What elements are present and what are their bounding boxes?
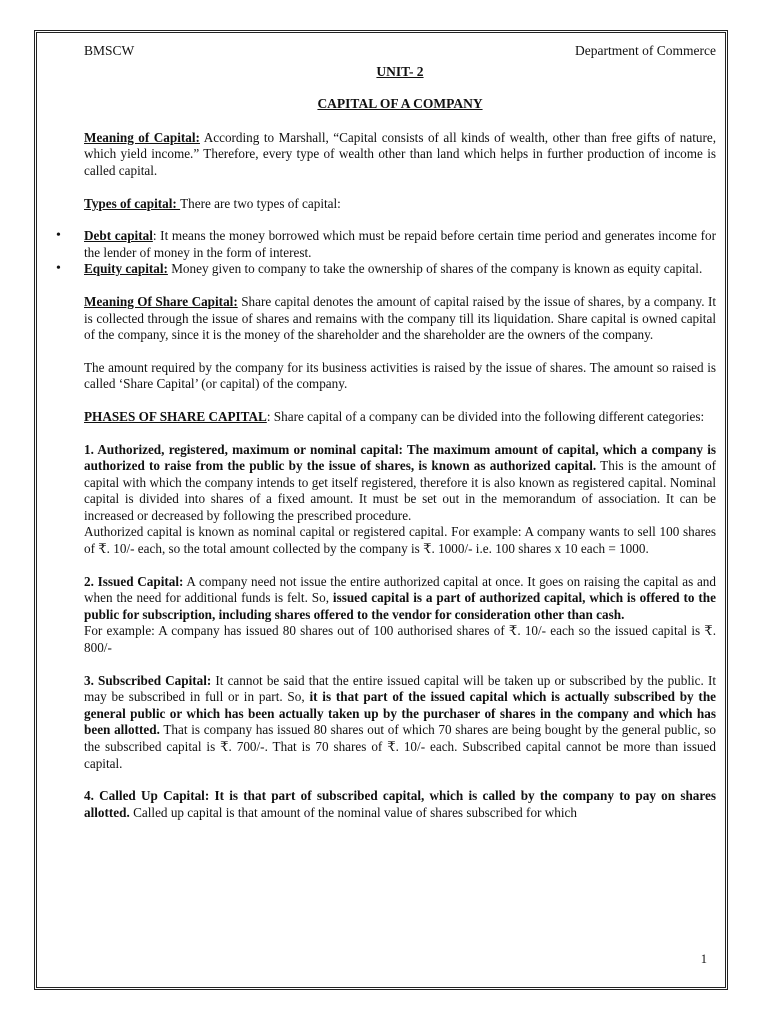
issued-capital-text: A company need not issue the entire authorized capital at once. It goes on raising the capital as and when the need for additional funds is felt. So,: [84, 573, 716, 606]
subscribed-capital-definition: it is that part of the issued capital which is actually subscribed by the general public or which has been actually taken up by the purchaser of shares in the company and which has been allotted.: [84, 689, 717, 738]
page-header: [84, 43, 716, 60]
types-of-capital-paragraph: [84, 196, 716, 213]
equity-capital-text: Money given to company to take the ownership of shares of the company is known as equity capital.: [167, 261, 703, 277]
called-up-capital-definition: 4. Called Up Capital: It is that part of subscribed capital, which is called by the company to pay on shares allotted.: [84, 788, 716, 820]
document-page: [34, 30, 728, 990]
phases-label: PHASES OF SHARE CAPITAL: [84, 408, 267, 424]
meaning-share-capital-label: Meaning Of Share Capital:: [84, 293, 238, 309]
meaning-share-capital-text: Share capital denotes the amount of capital raised by the issue of shares, by a company. It is collected through the issue of shares and remains with the company till its liquidation. Share capital is owned capital of the company, since it is the money of the shareholder and the shareholder are the owners of the company.: [84, 293, 717, 343]
meaning-of-capital-label: Meaning of Capital:: [84, 129, 200, 145]
meaning-share-capital-paragraph: [84, 294, 716, 344]
meaning-of-capital-paragraph: [84, 130, 716, 180]
subscribed-capital-text: It cannot be said that the entire issued capital will be taken up or subscribed by the public. It may be subscribed in full or in part. So,: [84, 672, 716, 705]
called-up-capital-paragraph: [84, 788, 716, 821]
authorized-capital-paragraph: [84, 442, 716, 525]
list-item-equity-capital: [84, 261, 716, 278]
debt-capital-label: Debt capital: [84, 228, 153, 244]
capital-types-list: [84, 228, 716, 278]
subscribed-capital-text-2: That is company has issued 80 shares out of which 70 shares are being bought by the general public, so the subscribed capital is ₹. 700/-. That is 70 shares of ₹. 10/- each. Subscribed capital cannot be more than issued capital.: [84, 722, 717, 771]
issued-capital-example: For example: A company has issued 80 shares out of 100 authorised shares of ₹. 10/- each so the issued capital is ₹. 800/-: [84, 623, 716, 656]
subscribed-capital-paragraph: [84, 673, 716, 773]
page-content: [84, 43, 716, 821]
issued-capital-label: 2. Issued Capital:: [84, 573, 184, 589]
subscribed-capital-label: 3. Subscribed Capital:: [84, 672, 212, 688]
list-item-debt-capital: [84, 228, 716, 261]
issued-capital-definition: issued capital is a part of authorized capital, which is offered to the public for subscription, including shares offered to the vendor for consideration other than cash.: [84, 590, 716, 622]
debt-capital-text: : It means the money borrowed which must be repaid before certain time period and generates income for the lender of money in the form of interest.: [84, 228, 716, 260]
amount-paragraph: The amount required by the company for its business activities is raised by the issue of shares. The amount so raised is called ‘Share Capital’ (or capital) of the company.: [84, 359, 716, 392]
page-number: 1: [700, 952, 707, 966]
authorized-capital-text: This is the amount of capital with which the company intends to get itself registered, therefore it is also known as registered capital. Nominal capital is divided into shares of a fixed amount. It must be set out in the memorandum of association. It can be increased or decreased by following the prescribed procedure.: [84, 458, 717, 523]
types-of-capital-label: Types of capital:: [84, 195, 181, 211]
types-of-capital-text: There are two types of capital:: [180, 195, 341, 211]
page-title: CAPITAL OF A COMPANY: [317, 96, 483, 112]
authorized-capital-example: Authorized capital is known as nominal capital or registered capital. For example: A company wants to sell 100 shares of ₹. 10/- each, so the total amount collected by the company is ₹. 1000/- i.e. 100 shares x 10 each = 1000.: [84, 524, 716, 557]
header-right: Department of Commerce: [575, 43, 716, 58]
phases-paragraph: [84, 409, 716, 426]
header-left: BMSCW: [84, 43, 135, 58]
unit-heading: UNIT- 2: [376, 63, 424, 79]
equity-capital-label: Equity capital:: [84, 261, 168, 277]
phases-text: : Share capital of a company can be divided into the following different categories:: [266, 408, 705, 424]
issued-capital-paragraph: [84, 574, 716, 624]
authorized-capital-definition: 1. Authorized, registered, maximum or nominal capital: The maximum amount of capital, which a company is authorized to raise from the public by the issue of shares, is known as authorized capital.: [84, 441, 716, 474]
meaning-of-capital-text: According to Marshall, “Capital consists of all kinds of wealth, other than free gifts of nature, which yield income.” Therefore, every type of wealth other than land which helps in further production of income is called capital.: [84, 129, 717, 178]
called-up-capital-text: Called up capital is that amount of the nominal value of shares subscribed for which: [129, 804, 577, 820]
